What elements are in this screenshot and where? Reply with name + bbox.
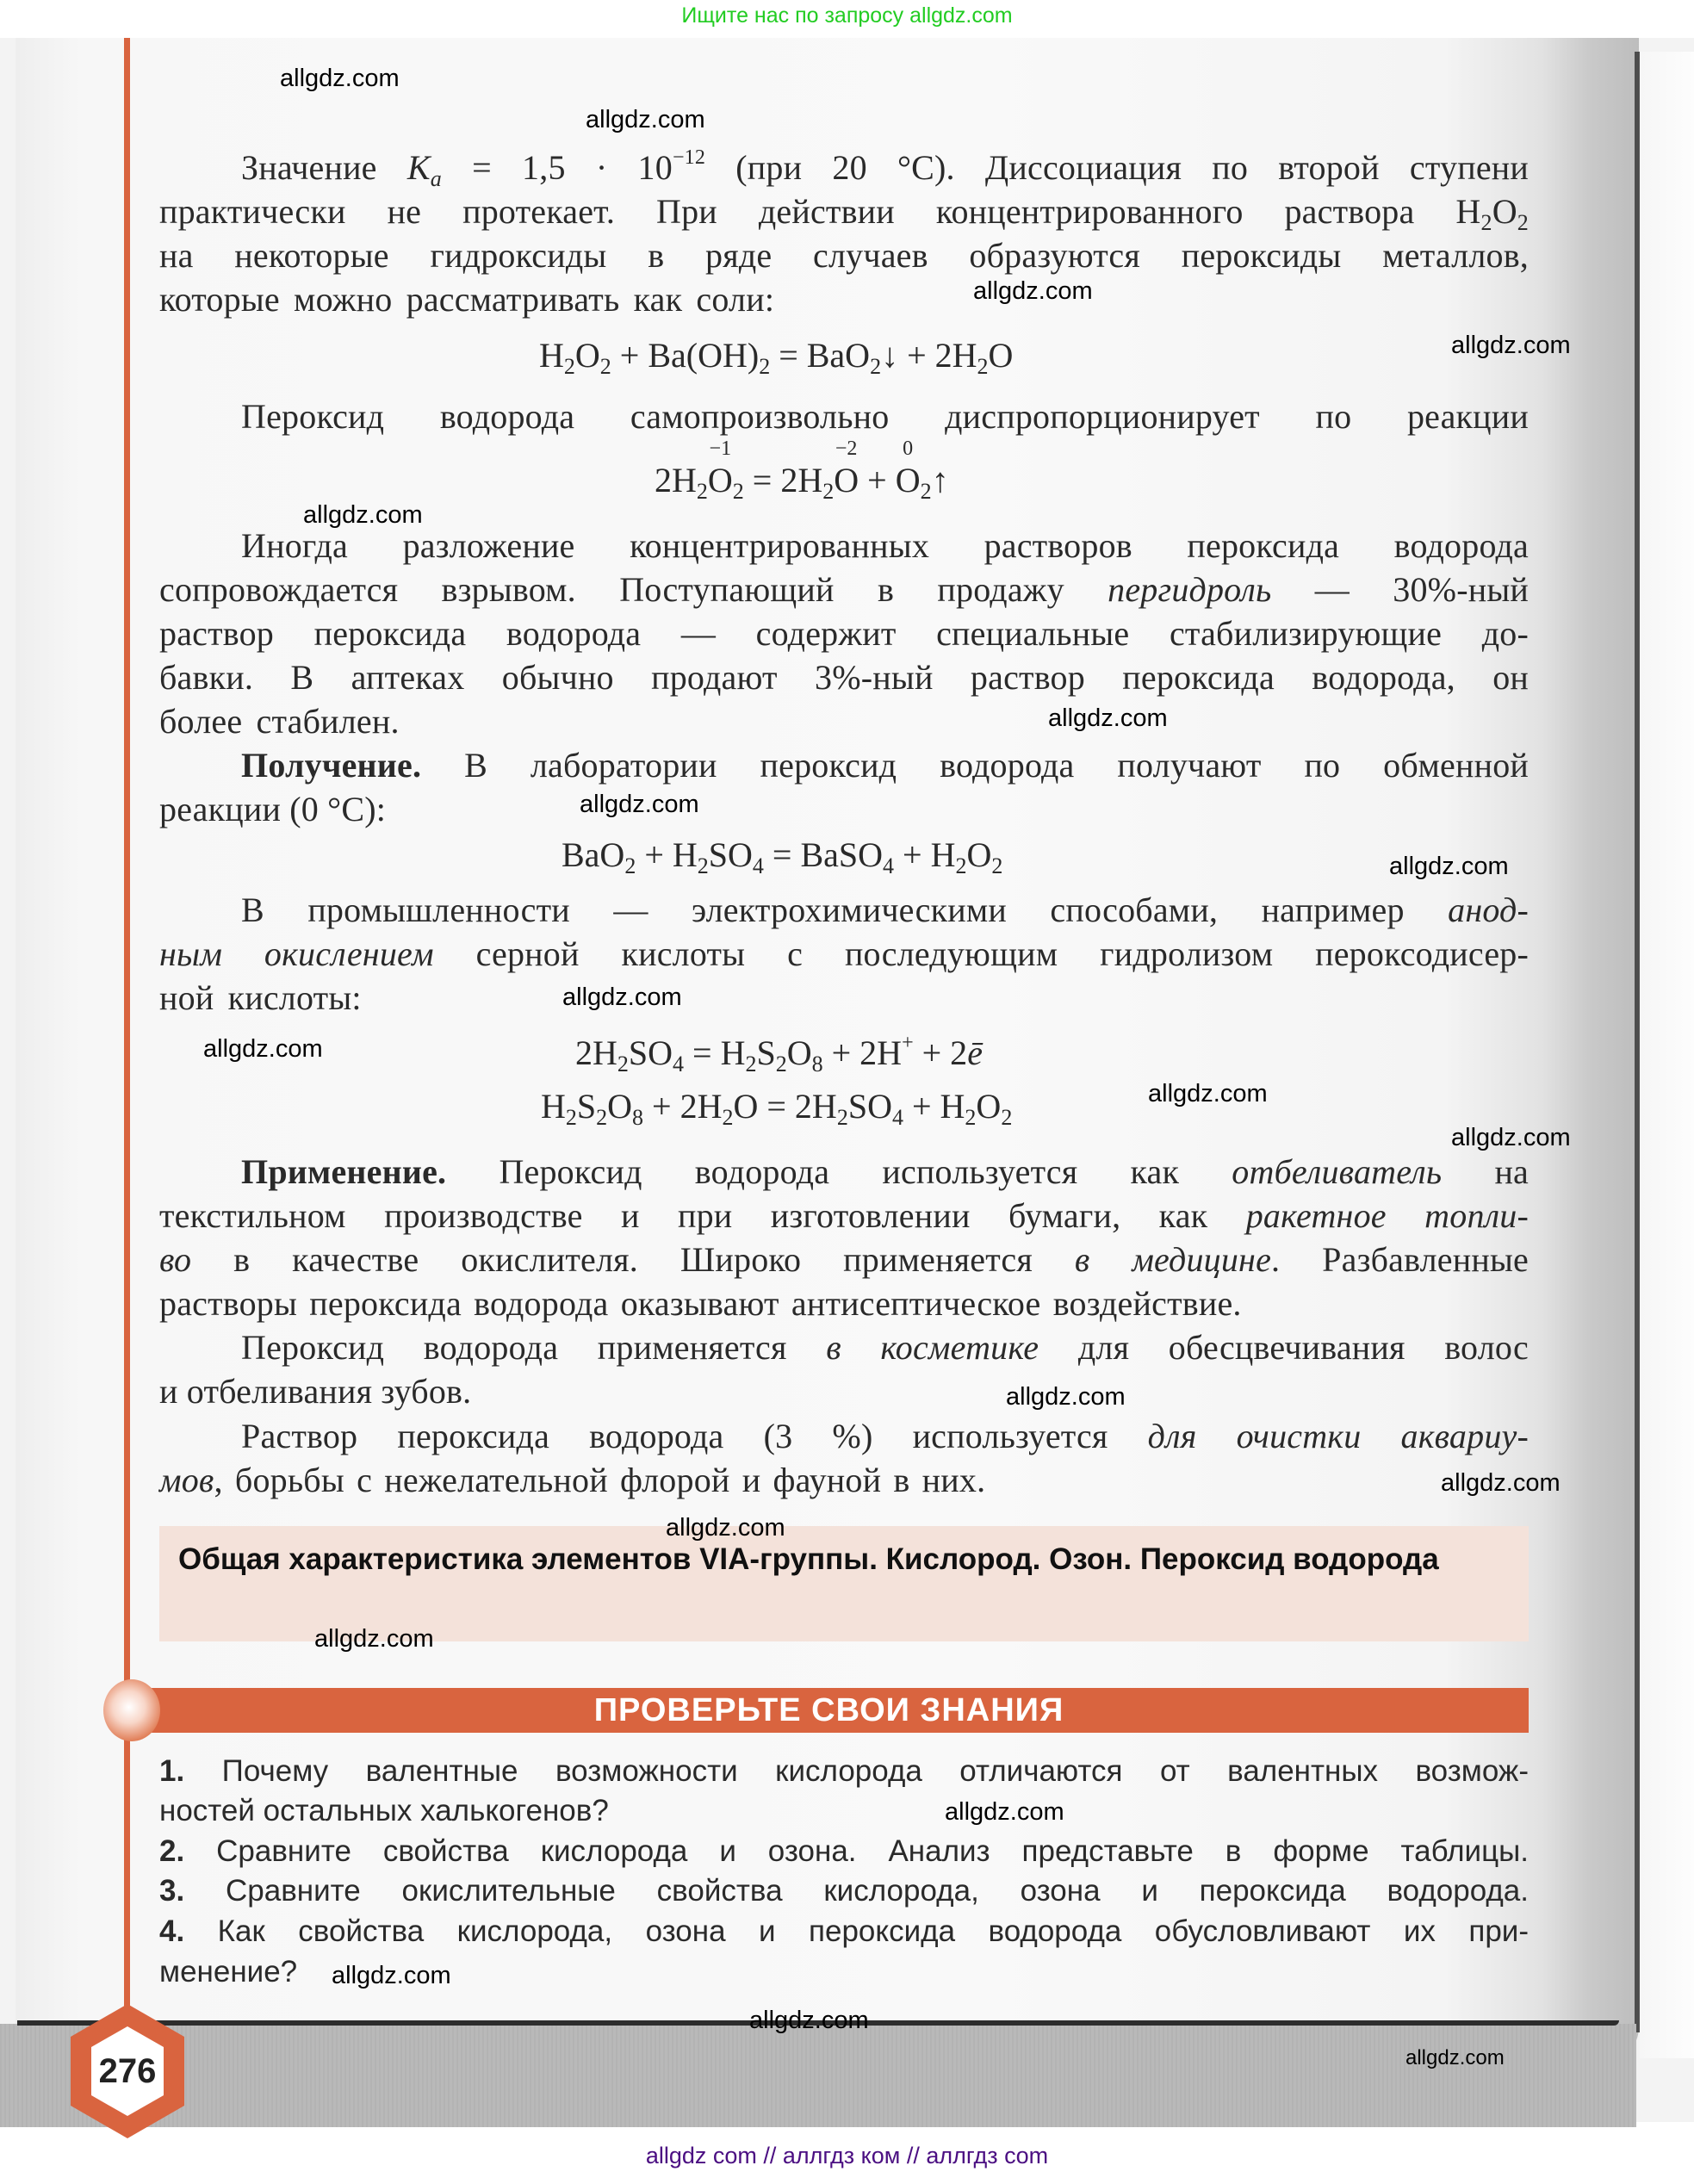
equation-bao2-h2so4: $BaO_2 + H_2SO_4$ = BaSO$_4$ + $H_2O_2$ (562, 835, 1003, 878)
paragraph-line: и отбеливания зубов. (159, 1372, 472, 1411)
paragraph-line: во в качестве окислителя. Широко применяется в медицине. Разбавленные (159, 1240, 1529, 1279)
paragraph-line: В промышленности — электрохимическими способами, например анод- (241, 890, 1529, 929)
text: = 1,5 · 10 (441, 148, 673, 187)
site-watermark: allgdz.com (1405, 2046, 1505, 2069)
italic-term: для очистки аквариу- (1147, 1417, 1529, 1455)
paragraph-line: Получение. В лаборатории пероксид водорода получают по обменной (241, 746, 1529, 785)
paragraph-line: текстильном производстве и при изготовлении бумаги, как ракетное топли- (159, 1196, 1530, 1235)
text: (при 20 °C). Диссоциация по второй ступени (705, 148, 1529, 187)
equation-disproportionation: $2H_2$ −1 $O_2 = 2H_2$ −2 O + 0 $O_2↑$ (655, 437, 949, 504)
site-watermark: allgdz.com (280, 65, 400, 92)
site-watermark: allgdz.com (666, 1514, 785, 1542)
subscript: a (430, 166, 442, 191)
bullet-bead-icon (103, 1679, 160, 1741)
paragraph-line: которые можно рассматривать как соли: (159, 280, 775, 319)
paragraph-line (159, 192, 1529, 235)
page-number: 276 (98, 2052, 157, 2090)
bottom-watermark-banner: allgdz com // аллгдз ком // аллгдз com (645, 2143, 1049, 2168)
question-1-cont: ностей остальных халькогенов? (159, 1794, 609, 1827)
site-watermark: allgdz.com (1048, 704, 1168, 732)
bottom-gray-strip (0, 2024, 1636, 2127)
section-rubric: Получение. (241, 746, 422, 785)
paragraph-line: ным окислением серной кислоты с последующим гидролизом пероксодисер- (159, 934, 1529, 973)
question-2: 2. Сравните свойства кислорода и озона. Анализ представьте в форме таблицы. (159, 1834, 1529, 1868)
equation-h2o2-baoh2: $H_2O_2 + Ba(OH)_2$ = BaO$_2$↓ + $2H_2O$ (539, 336, 1014, 379)
oxidation-state: −1 (709, 437, 732, 460)
site-watermark: allgdz.com (749, 2007, 869, 2034)
section-rubric: Применение. (241, 1152, 447, 1191)
ka-symbol: K (406, 148, 431, 187)
italic-term: отбеливатель (1232, 1152, 1443, 1191)
topic-title: Общая характеристика элементов VIA-группы. Кислород. Озон. Пероксид водорода (178, 1542, 1439, 1576)
site-watermark: allgdz.com (586, 106, 705, 133)
equation-hydrolysis: $H_2S_2O_8 + 2H_2O = 2H_2SO_4 + H_2O_2$ (541, 1087, 1013, 1130)
italic-term: ным окислением (159, 934, 434, 973)
question-4-cont: менение? (159, 1955, 298, 1989)
superscript: −12 (672, 146, 706, 169)
italic-term: в косметике (826, 1328, 1039, 1367)
paragraph-line: Применение. Пероксид водорода используется как отбеливатель на (241, 1152, 1530, 1191)
question-3: 3. Сравните окислительные свойства кислорода, озона и пероксида водорода. (159, 1874, 1529, 1908)
site-watermark: allgdz.com (1441, 1469, 1561, 1497)
site-watermark: allgdz.com (1451, 1124, 1571, 1151)
italic-term: анод- (1448, 890, 1529, 929)
question-4: 4. Как свойства кислорода, озона и пероксида водорода обусловливают их при- (159, 1914, 1529, 1948)
oxidation-state: 0 (903, 437, 914, 460)
subscript: 2 (1517, 210, 1529, 235)
subscript: 2 (1480, 210, 1492, 235)
text: O (1492, 192, 1517, 231)
italic-term: в медицине (1074, 1240, 1272, 1279)
paragraph-line: сопровождается взрывом. Поступающий в продажу пергидроль — 30%-ный (159, 570, 1530, 609)
paragraph-line: на некоторые гидроксиды в ряде случаев образуются пероксиды металлов, (159, 236, 1529, 275)
site-watermark: allgdz.com (1006, 1383, 1126, 1411)
site-watermark: allgdz.com (1148, 1080, 1268, 1108)
paragraph-line: растворы пероксида водорода оказывают антисептическое воздействие. (159, 1284, 1242, 1323)
site-watermark: allgdz.com (1389, 853, 1509, 880)
site-watermark: allgdz.com (203, 1035, 323, 1063)
paragraph-line: Раствор пероксида водорода (3 %) используется для очистки аквариу- (241, 1417, 1529, 1455)
site-watermark: allgdz.com (314, 1625, 434, 1653)
question-1: 1. Почему валентные возможности кислорода отличаются от валентных возмож- (159, 1754, 1529, 1788)
adjacent-page (1640, 52, 1694, 2058)
check-knowledge-heading: ПРОВЕРЬТЕ СВОИ ЗНАНИЯ (593, 1692, 1064, 1728)
paragraph-line: Пероксид водорода применяется в косметике для обесцвечивания волос (241, 1328, 1529, 1367)
paragraph-line (241, 146, 1529, 191)
check-knowledge-banner (129, 1688, 1529, 1733)
site-watermark: allgdz.com (973, 277, 1093, 305)
site-watermark: allgdz.com (332, 1962, 451, 1989)
oxidation-state: −2 (835, 437, 858, 460)
text: Значение (241, 148, 407, 187)
site-watermark: allgdz.com (580, 791, 699, 818)
italic-term: пергидроль (1108, 570, 1272, 609)
paragraph-line: мов, борьбы с нежелательной флорой и фауной в них. (159, 1461, 986, 1499)
paragraph-line: ной кислоты: (159, 978, 362, 1017)
paragraph-line: более стабилен. (159, 702, 400, 741)
equation-anodic-oxidation: $2H_2SO_4 = H_2S_2O_8 + 2H^+$ + 2ē (575, 1032, 983, 1076)
site-watermark: allgdz.com (562, 983, 682, 1011)
topic-summary-box (159, 1526, 1529, 1641)
paragraph-line: реакции (0 °C): (159, 790, 387, 828)
paragraph-line: раствор пероксида водорода — содержит специальные стабилизирующие до- (159, 614, 1529, 653)
paragraph-line: Иногда разложение концентрированных растворов пероксида водорода (241, 526, 1529, 565)
text: практически не протекает. При действии концентрированного раствора H (159, 192, 1481, 231)
site-watermark: allgdz.com (945, 1798, 1064, 1826)
top-watermark-banner: Ищите нас по запросу allgdz.com (681, 3, 1013, 28)
paragraph-line: бавки. В аптеках обычно продают 3%-ный раствор пероксида водорода, он (159, 658, 1529, 697)
site-watermark: allgdz.com (1451, 332, 1571, 359)
italic-term: ракетное топли- (1245, 1196, 1530, 1235)
site-watermark: allgdz.com (303, 501, 423, 529)
paragraph-line: Пероксид водорода самопроизвольно диспропорционирует по реакции (241, 397, 1529, 436)
